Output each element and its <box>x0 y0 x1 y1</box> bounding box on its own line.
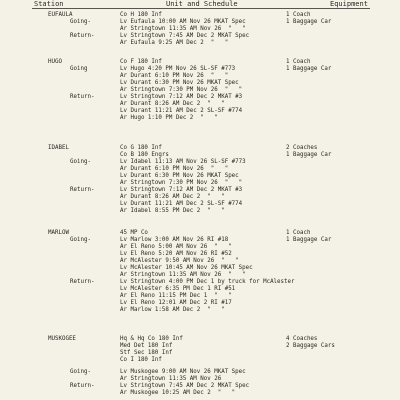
schedule-entry: Lv Marlow 3:00 AM Nov 26 RI #18 <box>120 237 229 243</box>
direction-label: Return- <box>70 279 95 285</box>
schedule-entry: Stf Sec 180 Inf <box>120 350 173 356</box>
schedule-entry: Lv Stringtown 4:00 PM Dec 1 by truck for McAlester <box>120 279 295 285</box>
schedule-entry: Co G 180 Inf <box>120 145 162 151</box>
schedule-entry: Ar Idabel 8:55 PM Dec 2 " " <box>120 208 225 214</box>
station-name: EUFAULA <box>48 12 73 18</box>
direction-label: Going- <box>70 159 91 165</box>
equipment-entry: 2 Baggage Cars <box>286 343 335 349</box>
header-rule <box>32 8 370 9</box>
direction-label: Return- <box>70 33 95 39</box>
schedule-entry: Lv El Reno 12:01 AM Dec 2 RI #17 <box>120 300 232 306</box>
direction-label: Going <box>70 66 88 72</box>
schedule-entry: Lv Stringtown 7:12 AM Dec 2 MKAT #3 <box>120 94 243 100</box>
equipment-entry: 1 Baggage Car <box>286 237 332 243</box>
schedule-entry: Hq & Hq Co 180 Inf <box>120 336 183 342</box>
schedule-entry: Co B 180 Engrs <box>120 152 169 158</box>
schedule-entry: Ar Stringtown 7:30 PM Nov 26 " " <box>120 87 243 93</box>
schedule-entry: Co H 180 Inf <box>120 12 162 18</box>
schedule-entry: Ar Stringtown 11:35 AM Nov 26 <box>120 376 222 382</box>
direction-label: Going- <box>70 237 91 243</box>
schedule-entry: Ar Durant 8:26 AM Dec 2 " " <box>120 101 225 107</box>
schedule-entry: Lv Hugo 4:20 PM Nov 26 SL-SF #773 <box>120 66 236 72</box>
direction-label: Going- <box>70 369 91 375</box>
direction-label: Return- <box>70 187 95 193</box>
equipment-entry: 4 Coaches <box>286 336 318 342</box>
schedule-entry: Co I 180 Inf <box>120 357 162 363</box>
direction-label: Return- <box>70 383 95 389</box>
schedule-entry: Lv Durant 11:21 AM Dec 2 SL-SF #774 <box>120 201 243 207</box>
schedule-entry: Ar Muskogee 10:25 AM Dec 2 " " <box>120 390 236 396</box>
schedule-entry: Lv Durant 6:30 PM Nov 26 MKAT Spec <box>120 80 239 86</box>
schedule-entry: Ar El Reno 11:15 PM Dec 1 " " <box>120 293 232 299</box>
schedule-entry: 45 MP Co <box>120 230 148 236</box>
equipment-entry: 1 Coach <box>286 230 311 236</box>
schedule-entry: Ar Durant 6:10 PM Nov 26 " " <box>120 166 229 172</box>
schedule-entry: Ar Durant 8:26 AM Dec 2 " " <box>120 194 225 200</box>
schedule-entry: Ar Stringtown 7:30 PM Nov 26 " " <box>120 180 243 186</box>
schedule-entry: Lv McAlester 10:45 AM Nov 26 MKAT Spec <box>120 265 253 271</box>
station-name: IDABEL <box>48 145 69 151</box>
schedule-entry: Lv Muskogee 9:00 AM Nov 26 MKAT Spec <box>120 369 246 375</box>
schedule-entry: Ar Stringtown 11:35 AM Nov 26 " " <box>120 26 246 32</box>
equipment-entry: 2 Coaches <box>286 145 318 151</box>
schedule-entry: Lv Idabel 11:13 AM Nov 26 SL-SF #773 <box>120 159 246 165</box>
schedule-entry: Ar Stringtown 11:35 AM Nov 26 " " <box>120 272 246 278</box>
schedule-entry: Lv El Reno 5:20 AM Nov 26 RI #52 <box>120 251 232 257</box>
equipment-entry: 1 Baggage Car <box>286 19 332 25</box>
schedule-entry: Ar Durant 6:10 PM Nov 26 " " <box>120 73 229 79</box>
header-equipment: Equipment <box>330 0 368 8</box>
schedule-entry: Ar Hugo 1:10 PM Dec 2 " " <box>120 115 218 121</box>
schedule-entry: Lv Durant 6:30 PM Nov 26 MKAT Spec <box>120 173 239 179</box>
equipment-entry: 1 Coach <box>286 12 311 18</box>
schedule-entry: Co F 180 Inf <box>120 59 162 65</box>
station-name: MUSKOGEE <box>48 336 76 342</box>
equipment-entry: 1 Baggage Car <box>286 66 332 72</box>
schedule-entry: Lv McAlester 6:35 PM Dec 1 RI #51 <box>120 286 236 292</box>
schedule-entry: Ar Eufaula 9:25 AM Dec 2 " " <box>120 40 229 46</box>
schedule-entry: Lv Stringtown 7:45 AM Dec 2 MKAT Spec <box>120 33 250 39</box>
equipment-entry: 1 Coach <box>286 59 311 65</box>
direction-label: Return- <box>70 94 95 100</box>
station-name: MARLOW <box>48 230 69 236</box>
equipment-entry: 1 Baggage Car <box>286 152 332 158</box>
schedule-entry: Lv Eufaula 10:00 AM Nov 26 MKAT Spec <box>120 19 246 25</box>
schedule-entry: Ar Marlow 1:58 AM Dec 2 " " <box>120 307 225 313</box>
schedule-entry: Ar El Reno 5:00 AM Nov 26 " " <box>120 244 232 250</box>
header-station: Station <box>34 0 64 8</box>
schedule-entry: Med Det 180 Inf <box>120 343 173 349</box>
schedule-entry: Lv Durant 11:21 AM Dec 2 SL-SF #774 <box>120 108 243 114</box>
header-unit-schedule: Unit and Schedule <box>166 0 238 8</box>
schedule-entry: Ar McAlester 9:50 AM Nov 26 " " <box>120 258 239 264</box>
schedule-entry: Lv Stringtown 7:45 AM Dec 2 MKAT Spec <box>120 383 250 389</box>
direction-label: Going- <box>70 19 91 25</box>
station-name: HUGO <box>48 59 62 65</box>
schedule-entry: Lv Stringtown 7:12 AM Dec 2 MKAT #3 <box>120 187 243 193</box>
